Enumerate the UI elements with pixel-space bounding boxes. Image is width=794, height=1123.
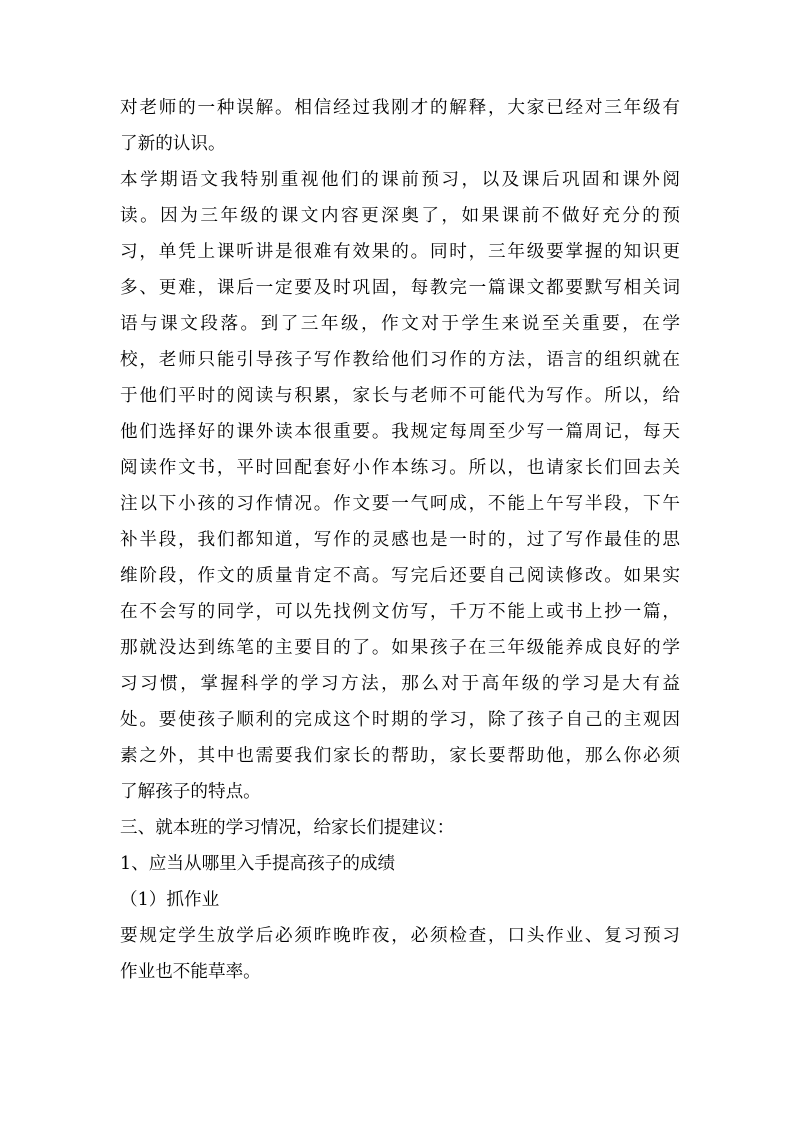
text-line: 作业也不能草率。 <box>120 962 261 982</box>
paragraph-homework-rule <box>120 918 680 990</box>
text-line: 处。要使孩子顺利的完成这个时期的学习，除了孩子自己的主观因 <box>120 710 680 730</box>
text-line: 了解孩子的特点。 <box>120 782 261 802</box>
text-line: 语与课文段落。到了三年级，作文对于学生来说至关重要，在学 <box>120 314 680 334</box>
text-line: 那就没达到练笔的主要目的了。如果孩子在三年级能养成良好的学 <box>120 638 680 658</box>
text-line: 1、应当从哪里入手提高孩子的成绩 <box>120 854 396 874</box>
text-line: 本学期语文我特别重视他们的课前预习，以及课后巩固和课外阅 <box>120 170 680 190</box>
text-line: 习习惯，掌握科学的学习方法，那么对于高年级的学习是大有益 <box>120 674 680 694</box>
text-line: 三、就本班的学习情况，给家长们提建议： <box>120 818 455 838</box>
text-line: 维阶段，作文的质量肯定不高。写完后还要自己阅读修改。如果实 <box>120 566 680 586</box>
paragraph-chinese-study <box>120 162 680 810</box>
text-line: 他们选择好的课外读本很重要。我规定每周至少写一篇周记，每天 <box>120 422 680 442</box>
text-line: 阅读作文书，平时回配套好小作本练习。所以，也请家长们回去关 <box>120 458 680 478</box>
text-line: 校，老师只能引导孩子写作教给他们习作的方法，语言的组织就在 <box>120 350 680 370</box>
text-line: 多、更难，课后一定要及时巩固，每教完一篇课文都要默写相关词 <box>120 278 680 298</box>
text-line: 习，单凭上课听讲是很难有效果的。同时，三年级要掌握的知识更 <box>120 242 680 262</box>
text-line: 在不会写的同学，可以先找例文仿写，千万不能上或书上抄一篇， <box>120 602 680 622</box>
text-line: 了新的认识。 <box>120 134 226 154</box>
text-line: 读。因为三年级的课文内容更深奥了，如果课前不做好充分的预 <box>120 206 680 226</box>
text-line: 素之外，其中也需要我们家长的帮助，家长要帮助他，那么你必须 <box>120 746 680 766</box>
text-line: 要规定学生放学后必须昨晚昨夜，必须检查，口头作业、复习预习 <box>120 926 680 946</box>
text-line: 补半段，我们都知道，写作的灵感也是一时的，过了写作最佳的思 <box>120 530 680 550</box>
text-line: 注以下小孩的习作情况。作文要一气呵成，不能上午写半段，下午 <box>120 494 680 514</box>
subheading-homework <box>120 882 680 918</box>
text-line: 于他们平时的阅读与积累，家长与老师不可能代为写作。所以，给 <box>120 386 680 406</box>
paragraph-continuation <box>120 90 680 162</box>
document-body <box>120 90 680 990</box>
subheading-improve-grades <box>120 846 680 882</box>
text-line: 对老师的一种误解。相信经过我刚才的解释，大家已经对三年级有 <box>120 98 680 118</box>
section-heading-suggestions <box>120 810 680 846</box>
text-line: （1）抓作业 <box>120 890 220 910</box>
